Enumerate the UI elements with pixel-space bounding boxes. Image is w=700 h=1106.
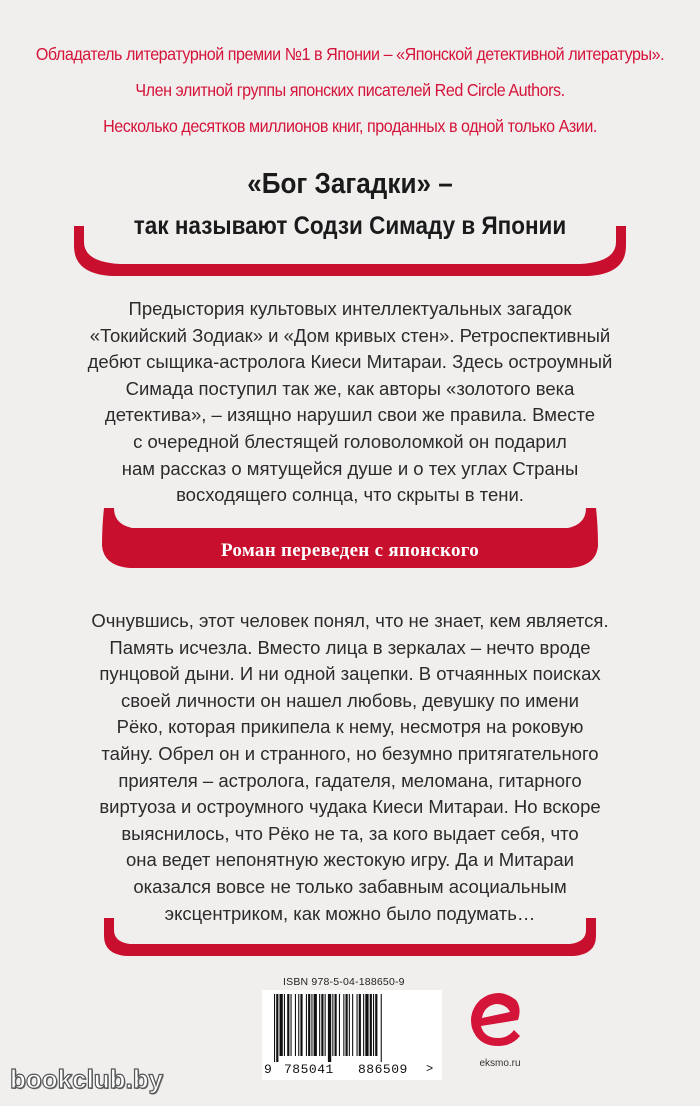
barcode-bars — [270, 994, 440, 1062]
headline-line-2: так называют Содзи Симаду в Японии — [133, 212, 567, 240]
translation-banner-text: Роман переведен с японского — [220, 540, 480, 561]
barcode-bar — [325, 994, 326, 1056]
barcode-bar — [291, 994, 292, 1056]
paragraph-line: выяснилось, что Рёко не та, за кого выдает себя, что — [121, 822, 579, 844]
barcode-bar — [359, 994, 361, 1056]
paragraph-line: эксцентриком, как можно было подумать… — [164, 902, 536, 924]
barcode-bar — [276, 994, 278, 1062]
description-paragraph-1 — [0, 296, 700, 509]
barcode-bar — [352, 994, 353, 1056]
barcode-bar — [363, 994, 364, 1056]
paragraph-line: виртуоза и остроумного чудака Киеси Митараи. Но вскоре — [99, 796, 601, 818]
barcode-digits-group-1: 785041 — [284, 1062, 334, 1077]
barcode-digit-first: 9 — [264, 1062, 272, 1077]
barcode-digits-group-2: 886509 — [358, 1062, 408, 1077]
barcode-bar — [308, 994, 310, 1056]
barcode-bar — [370, 994, 372, 1056]
publisher-url: eksmo.ru — [479, 1058, 521, 1069]
barcode-bar — [349, 994, 350, 1056]
award-line-1: Обладатель литературной премии №1 в Японии – «Японской детективной литературы». — [35, 44, 665, 64]
eksmo-logo-icon — [468, 990, 528, 1050]
award-line-3: Несколько десятков миллионов книг, проданных в одной только Азии. — [103, 116, 597, 136]
barcode-bar — [306, 994, 307, 1056]
barcode-bar — [295, 994, 296, 1056]
paragraph-line: дебют сыщика-астролога Киеси Митараи. Здесь остроумный — [87, 351, 613, 373]
barcode-bar — [298, 994, 299, 1056]
paragraph-line: оказался вовсе не только забавным асоциальным — [133, 875, 567, 897]
headline-line-1: «Бог Загадки» – — [247, 168, 453, 200]
barcode-bar — [274, 994, 275, 1062]
isbn-label: ISBN 978-5-04-188650-9 — [283, 976, 405, 988]
paragraph-line: нам рассказ о мятущейся душе и о тех углах Страны — [121, 457, 579, 479]
barcode-bar — [328, 994, 331, 1062]
barcode-bar — [280, 994, 283, 1056]
paragraph-line: детектива», – изящно нарушил свои же правила. Вместе — [104, 404, 596, 426]
paragraph-line: Память исчезла. Вместо лица в зеркалах – нечто вроде — [109, 636, 591, 658]
barcode-bar — [287, 994, 289, 1056]
paragraph-line: Рёко, которая прикипела к нему, несмотря на роковую — [116, 716, 584, 738]
bottom-bracket — [0, 916, 700, 966]
paragraph-line: она ведет непонятную жестокую игру. Да и Митараи — [125, 849, 575, 871]
paragraph-line: своей личности он нашел любовь, девушку по имени — [121, 689, 579, 711]
barcode-bar — [300, 994, 302, 1056]
paragraph-line: Предыстория культовых интеллектуальных загадок — [128, 298, 572, 319]
barcode-bar — [343, 994, 344, 1056]
barcode-bar — [321, 994, 323, 1056]
barcode-bar — [335, 994, 337, 1056]
barcode-bar — [319, 994, 320, 1056]
barcode-bar — [332, 994, 333, 1056]
barcode-bar — [339, 994, 340, 1056]
barcode-arrow: > — [426, 1062, 434, 1076]
barcode-bar — [314, 994, 317, 1056]
barcode — [262, 990, 442, 1080]
watermark: bookclub.by — [10, 1064, 164, 1094]
paragraph-line: тайну. Обрел он и странного, но безумно притягательного — [101, 742, 599, 764]
paragraph-line: восходящего солнца, что скрыты в тени. — [176, 484, 524, 506]
barcode-bar — [357, 994, 358, 1056]
barcode-bar — [284, 994, 285, 1056]
barcode-bar — [311, 994, 312, 1056]
barcode-bar — [346, 994, 348, 1056]
paragraph-line: с очередной блестящей головоломкой он подарил — [133, 430, 567, 452]
description-paragraph-2 — [0, 608, 700, 927]
award-line-2: Член элитной группы японских писателей Red Circle Authors. — [135, 80, 565, 100]
barcode-bar — [375, 994, 377, 1056]
paragraph-line: Очнувшись, этот человек понял, что не знает, кем является. — [91, 610, 609, 631]
paragraph-line: «Токийский Зодиак» и «Дом кривых стен». Ретроспективный — [89, 324, 611, 346]
paragraph-line: приятеля – астролога, гадателя, меломана, гитарного — [118, 769, 582, 791]
paragraph-line: Симада поступил так же, как авторы «золотого века — [125, 377, 575, 399]
barcode-bar — [381, 994, 382, 1062]
barcode-bar — [365, 994, 368, 1056]
paragraph-line: пунцовой дыни. И ни одной зацепки. В отчаянных поисках — [99, 663, 601, 685]
barcode-bar — [373, 994, 374, 1056]
